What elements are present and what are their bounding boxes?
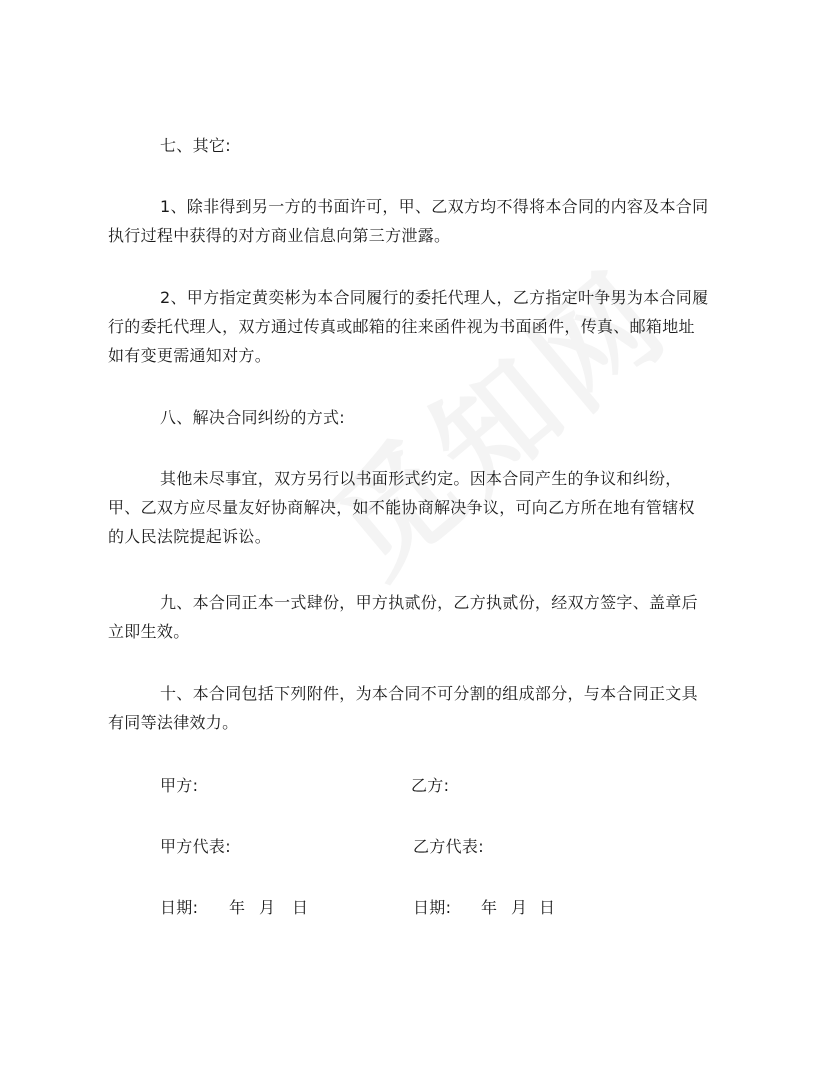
party-a-representative-label: 甲方代表: — [160, 837, 231, 856]
party-b-date-month: 月 — [511, 898, 528, 917]
party-b-date-day: 日 — [539, 898, 556, 917]
section-10-paragraph: 十、本合同包括下列附件，为本合同不可分割的组成部分，与本合同正文具 有同等法律效力。 — [108, 684, 698, 732]
party-a-date-label: 日期: — [160, 898, 199, 917]
section-7-clause-2: 2、甲方指定黄奕彬为本合同履行的委托代理人，乙方指定叶争男为本合同履 行的委托代理人，双方通过传真或邮箱的往来函件视为书面函件，传真、邮箱地址 如有变更需通知对方。 — [108, 288, 709, 365]
section-8-paragraph: 其他未尽事宜，双方另行以书面形式约定。因本合同产生的争议和纠纷， 甲、乙双方应尽量友好协商解决，如不能协商解决争议，可向乙方所在地有管辖权 的人民法院提起诉讼。 — [108, 469, 695, 546]
section-9-paragraph: 九、本合同正本一式肆份，甲方执贰份，乙方执贰份，经双方签字、盖章后 立即生效。 — [108, 593, 698, 641]
section-7-title: 七、其它: — [160, 136, 231, 155]
party-a-date-day: 日 — [292, 898, 309, 917]
section-7-clause-1: 1、除非得到另一方的书面许可，甲、乙双方均不得将本合同的内容及本合同 执行过程中获得的对方商业信息向第三方泄露。 — [108, 197, 709, 245]
party-b-representative-label: 乙方代表: — [413, 837, 484, 856]
party-a-date-year: 年 — [229, 898, 246, 917]
party-b-label: 乙方: — [411, 776, 450, 795]
party-a-date-month: 月 — [259, 898, 276, 917]
party-a-label: 甲方: — [160, 776, 199, 795]
party-b-date-year: 年 — [481, 898, 498, 917]
section-8-title: 八、解决合同纠纷的方式: — [160, 408, 345, 427]
party-b-date-label: 日期: — [413, 898, 452, 917]
